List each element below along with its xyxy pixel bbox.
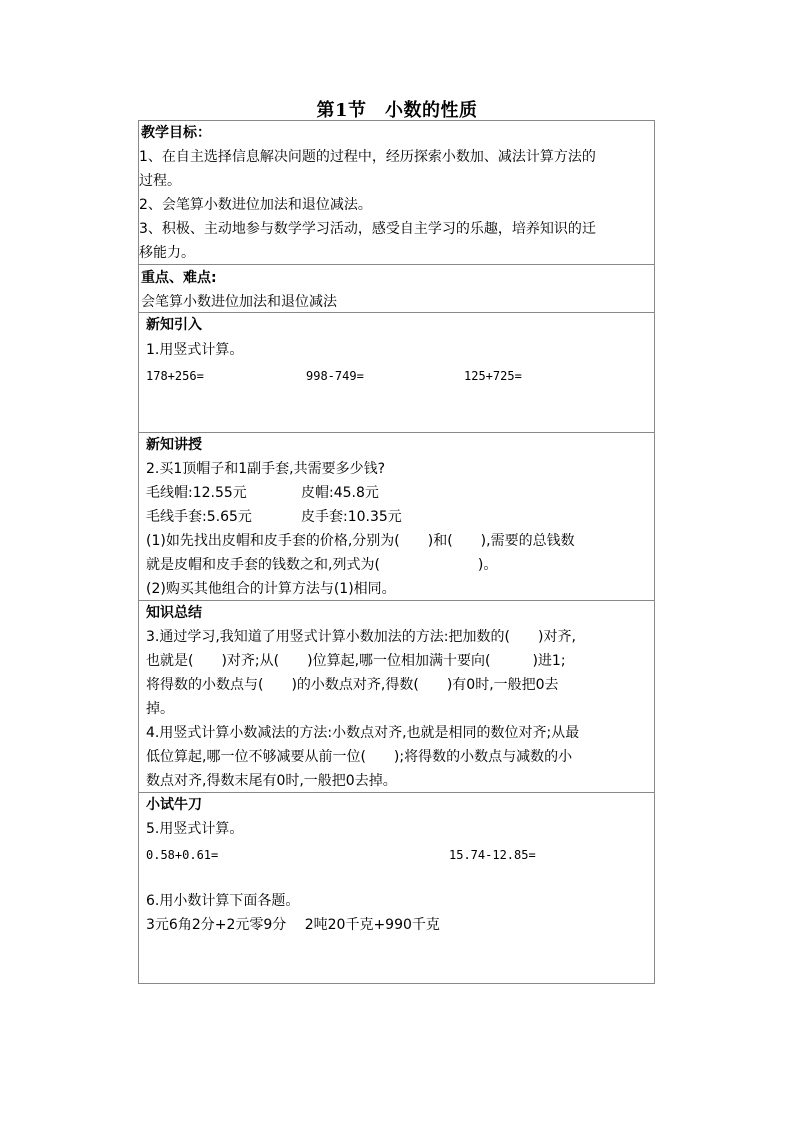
expr-1: 178+256= [146,369,204,383]
question-5: 5.用竖式计算。 [146,821,244,837]
part-1-line-b: 就是皮帽和皮手套的钱数之和,列式为( )。 [146,557,498,573]
practice-heading: 小试牛刀 [146,797,202,813]
price-wool-hat: 毛线帽:12.55元 [146,485,247,501]
practice-expr-1: 0.58+0.61= [146,848,219,862]
intro-section [139,313,654,433]
practice-expr-2: 15.74-12.85= [449,848,536,862]
question-2: 2.买1顶帽子和1副手套,共需要多少钱? [146,461,386,477]
question-1: 1.用竖式计算。 [146,342,244,358]
summary-section [139,601,654,793]
page-title: 第1节 小数的性质 [316,100,478,121]
expr-2: 998-749= [306,369,364,383]
summary-line-1: 3.通过学习,我知道了用竖式计算小数加法的方法:把加数的( )对齐, [146,629,576,645]
summary-line-5: 4.用竖式计算小数减法的方法:小数点对齐,也就是相同的数位对齐;从最 [146,725,580,741]
question-6-items: 3元6角2分+2元零9分 2吨20千克+990千克 [146,917,440,933]
keypoints-section [139,265,654,313]
objective-1: 1、在自主选择信息解决问题的过程中，经历探索小数加、减法计算方法的 [139,149,596,165]
objectives-section [139,121,654,265]
price-leather-hat: 皮帽:45.8元 [301,485,379,501]
price-leather-gloves: 皮手套:10.35元 [301,509,402,525]
price-wool-gloves: 毛线手套:5.65元 [146,509,252,525]
teach-section [139,433,654,601]
summary-heading: 知识总结 [146,605,202,621]
objective-2: 2、会笔算小数进位加法和退位减法。 [139,197,372,213]
question-6: 6.用小数计算下面各题。 [146,893,300,909]
expr-3: 125+725= [464,369,522,383]
teach-heading: 新知讲授 [146,437,202,453]
summary-line-6: 低位算起,哪一位不够减要从前一位( );将得数的小数点与减数的小 [146,749,573,765]
intro-heading: 新知引入 [146,317,202,333]
objectives-heading: 教学目标： [141,125,211,141]
keypoints-heading: 重点、难点: [141,270,217,286]
part-2: (2)购买其他组合的计算方法与(1)相同。 [146,581,396,597]
lesson-table [138,120,655,984]
summary-line-7: 数点对齐,得数末尾有0时,一般把0去掉。 [146,773,397,789]
part-1-line-a: (1)如先找出皮帽和皮手套的价格,分别为( )和( ),需要的总钱数 [146,533,575,549]
objective-3: 3、积极、主动地参与数学学习活动，感受自主学习的乐趣，培养知识的迁 [139,221,596,237]
objective-1-cont: 过程。 [139,173,181,189]
summary-line-3: 将得数的小数点与( )的小数点对齐,得数( )有0时,一般把0去 [146,677,559,693]
keypoints-text: 会笔算小数进位加法和退位减法 [141,294,337,310]
summary-line-4: 掉。 [146,701,174,717]
practice-section [139,793,654,983]
summary-line-2: 也就是( )对齐;从( )位算起,哪一位相加满十要向( )进1; [146,653,566,669]
objective-3-cont: 移能力。 [139,245,195,261]
